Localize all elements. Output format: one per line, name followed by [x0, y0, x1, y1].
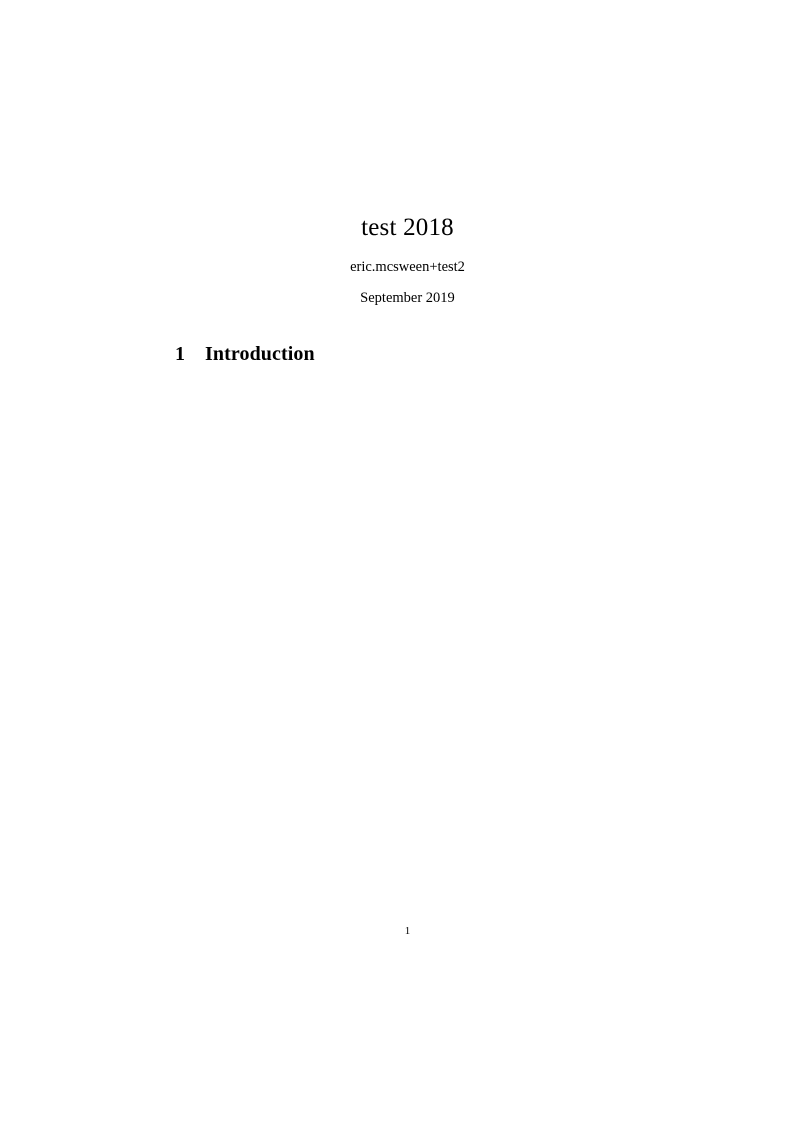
page-title: test 2018 [361, 214, 454, 241]
section-title: Introduction [205, 343, 315, 365]
section-number: 1 [175, 343, 186, 365]
section-heading-introduction [175, 343, 640, 366]
document-date: September 2019 [360, 290, 455, 306]
document-author: eric.mcsween+test2 [350, 259, 465, 275]
page-number: 1 [404, 925, 411, 937]
